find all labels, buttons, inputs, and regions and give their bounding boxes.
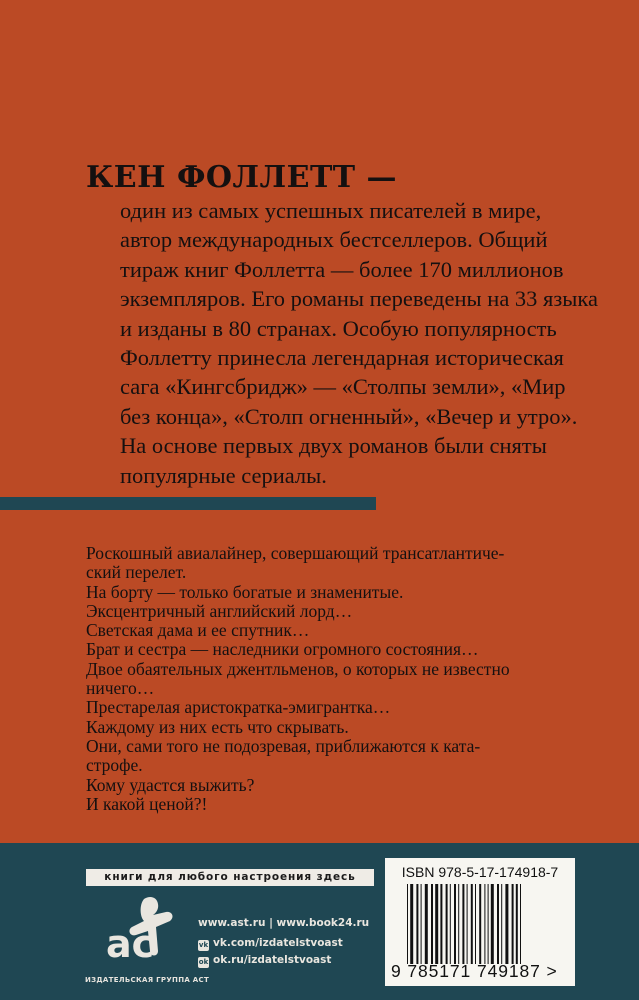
bio-line: тираж книг Фоллетта — более 170 миллионов: [120, 256, 564, 282]
isbn-label: ISBN 978-5-17-174918-7: [401, 864, 559, 880]
blurb-line: Эксцентричный английский лорд…: [86, 600, 353, 621]
bio-line: сага «Кингсбридж» — «Столпы земли», «Мир: [120, 374, 566, 400]
barcode-panel: [385, 858, 575, 986]
ast-logo-icon: [100, 895, 195, 985]
ok-icon: ok: [198, 958, 209, 966]
ok-url[interactable]: ok.ru/izdatelstvoast: [213, 954, 332, 966]
blurb-line: Кому удастся выжить?: [86, 774, 255, 795]
blurb-line: Брат и сестра — наследники огромного состояния…: [86, 639, 479, 660]
website-links[interactable]: www.ast.ru | www.book24.ru: [198, 917, 370, 929]
blurb-line: строфе.: [86, 755, 143, 776]
blurb-line: Роскошный авиалайнер, совершающий трансатлантиче-: [86, 543, 505, 563]
bio-line: и изданы в 80 странах. Особую популярность: [120, 315, 557, 341]
bio-line: автор международных бестселлеров. Общий: [120, 227, 548, 253]
barcode-icon: [405, 884, 565, 964]
tagline: книги для любого настроения здесь: [86, 869, 374, 886]
blurb-line: И какой ценой?!: [86, 793, 208, 814]
bio-line: один из самых успешных писателей в мире,: [120, 198, 542, 223]
logo-text: ac: [106, 922, 155, 966]
book-blurb: [86, 544, 586, 814]
vk-icon: vk: [198, 941, 209, 949]
section-divider: [0, 497, 376, 510]
publisher-imprint: ИЗДАТЕЛЬСКАЯ ГРУППА АСТ: [84, 976, 210, 984]
author-bio: [120, 196, 598, 490]
blurb-line: Престарелая аристократка-эмигрантка…: [86, 697, 391, 718]
blurb-line: Они, сами того не подозревая, приближаются к ката-: [86, 735, 481, 756]
blurb-line: ничего…: [86, 678, 155, 699]
blurb-line: Светская дама и ее спутник…: [86, 620, 310, 641]
blurb-line: ский перелет.: [86, 562, 187, 583]
vk-url[interactable]: vk.com/izdatelstvoast: [213, 937, 343, 949]
author-name: КЕН ФОЛЛЕТТ —: [86, 160, 398, 195]
ok-link[interactable]: [198, 954, 331, 968]
barcode-digits: 9 785171 749187 >: [391, 961, 558, 981]
blurb-line: На борту — только богатые и знаменитые.: [86, 581, 404, 602]
bio-line: На основе первых двух романов были сняты: [120, 433, 547, 459]
blurb-line: Каждому из них есть что скрывать.: [86, 716, 349, 737]
blurb-line: Двое обаятельных джентльменов, о которых не известно: [86, 658, 510, 679]
bio-line: популярные сериалы.: [120, 462, 327, 488]
vk-link[interactable]: [198, 937, 343, 951]
bio-line: экземпляров. Его романы переведены на 33 языка: [120, 286, 598, 312]
bio-line: Фоллетту принесла легендарная историческая: [120, 345, 564, 371]
bio-line: без конца», «Столп огненный», «Вечер и утро».: [120, 403, 578, 429]
